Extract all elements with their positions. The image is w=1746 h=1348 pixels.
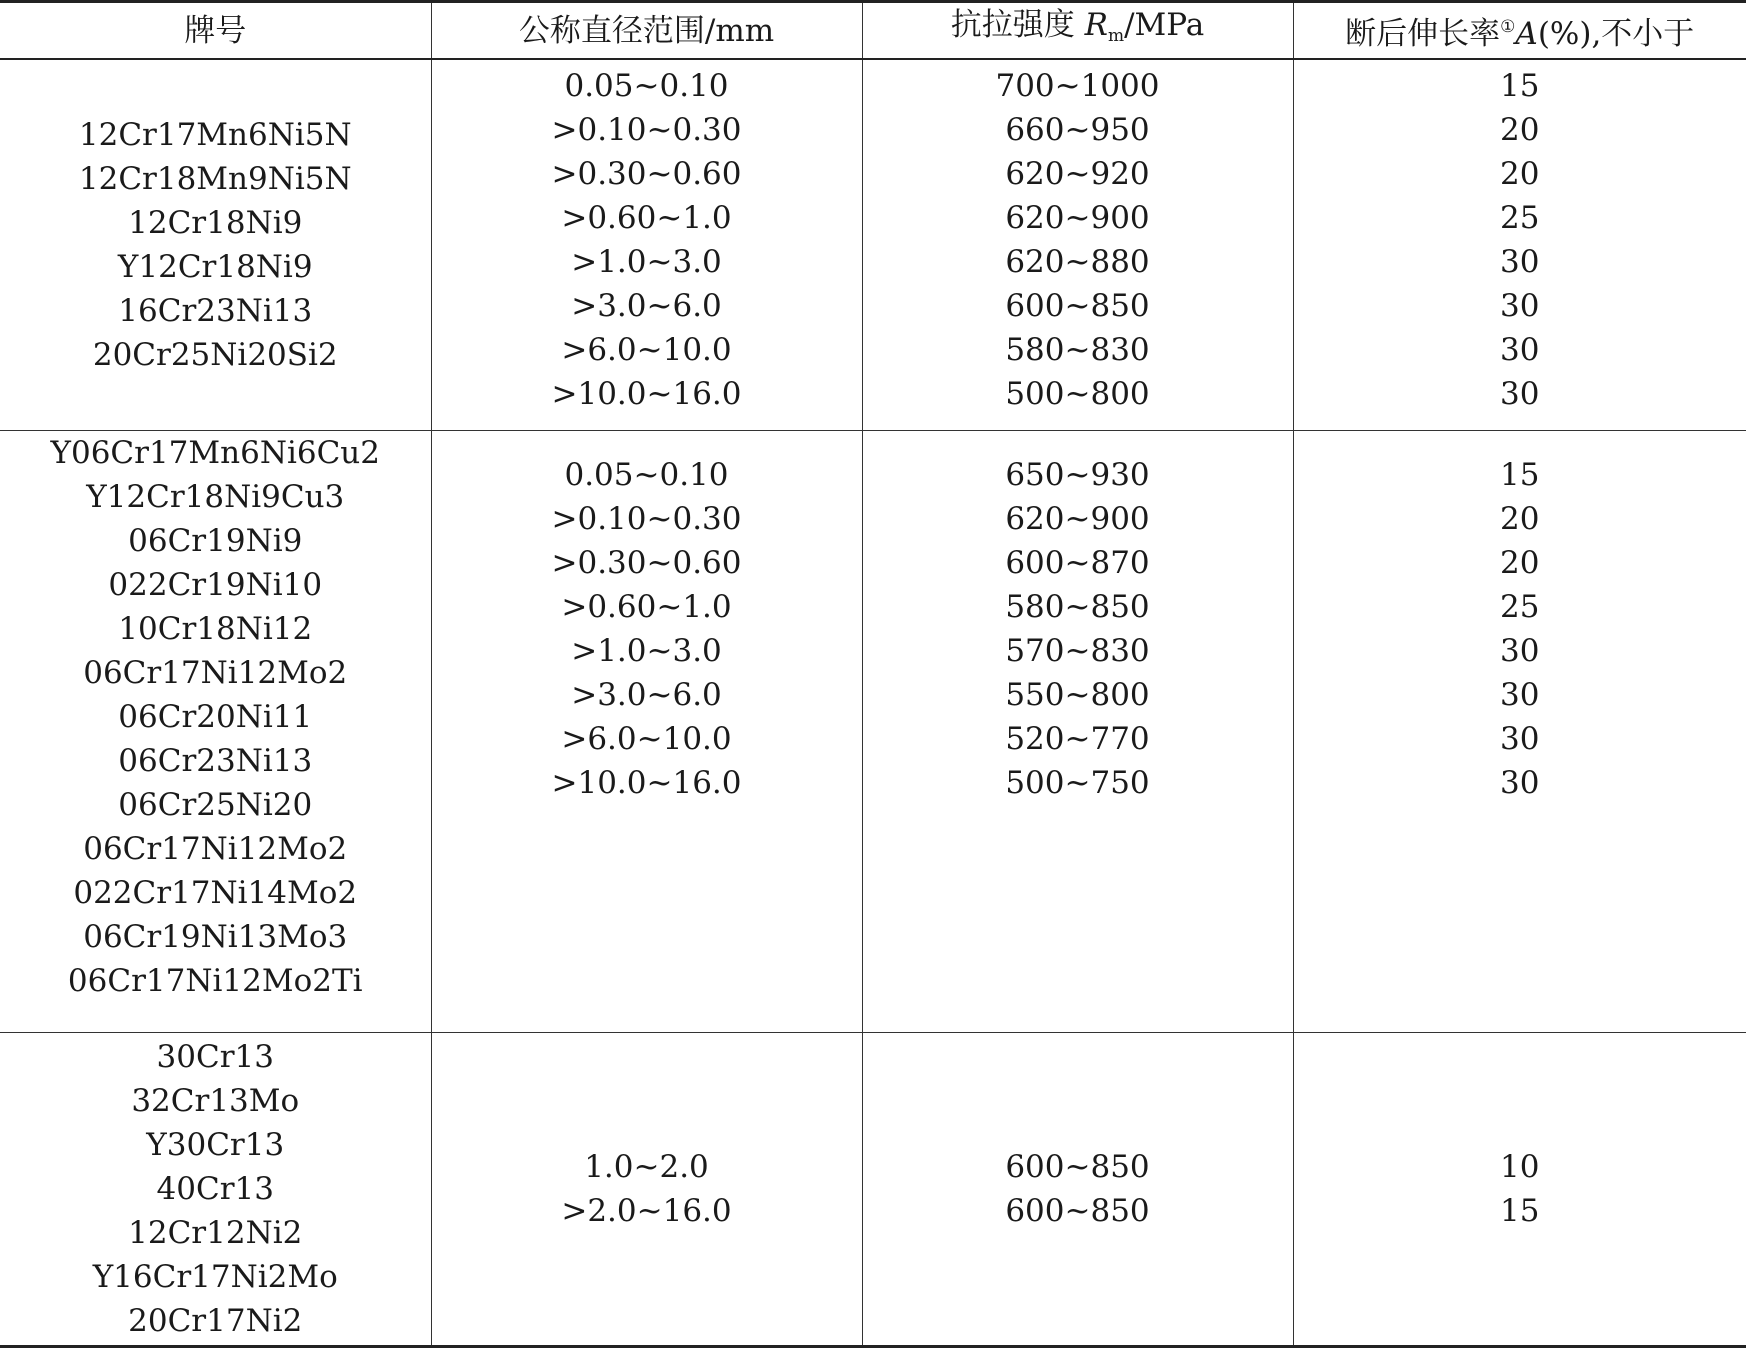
diameter-value: >3.0~6.0: [432, 673, 862, 717]
diameter-value: >0.30~0.60: [432, 541, 862, 585]
grade-value: 06Cr17Ni12Mo2: [0, 827, 431, 871]
grade-value: Y16Cr17Ni2Mo: [0, 1255, 431, 1299]
header-elongation-footnote: ①: [1500, 17, 1515, 37]
diameter-value: 1.0~2.0: [432, 1145, 862, 1189]
grade-value: 40Cr13: [0, 1167, 431, 1211]
elongation-value: 30: [1294, 629, 1746, 673]
elongation-value: 20: [1294, 152, 1746, 196]
elongation-value: 30: [1294, 717, 1746, 761]
grade-value: 12Cr17Mn6Ni5N: [0, 113, 431, 157]
tensile-value: 520~770: [863, 717, 1293, 761]
grade-cell: [0, 431, 431, 1033]
grade-value: 20Cr17Ni2: [0, 1299, 431, 1343]
tensile-value: 620~920: [863, 152, 1293, 196]
grade-value: 022Cr19Ni10: [0, 563, 431, 607]
tensile-value: 600~850: [863, 1145, 1293, 1189]
grade-value: 12Cr18Mn9Ni5N: [0, 157, 431, 201]
grade-value: 06Cr25Ni20: [0, 783, 431, 827]
header-elongation-unit: (%),不小于: [1538, 16, 1695, 52]
grade-cell: [0, 1033, 431, 1347]
grade-value: 06Cr17Ni12Mo2Ti: [0, 959, 431, 1003]
diameter-value: >2.0~16.0: [432, 1189, 862, 1233]
elongation-cell: [1293, 1033, 1746, 1347]
diameter-value: 0.05~0.10: [432, 453, 862, 497]
grade-value: 06Cr17Ni12Mo2: [0, 651, 431, 695]
elongation-value: 30: [1294, 673, 1746, 717]
header-tensile-text: 抗拉强度: [951, 7, 1085, 43]
tensile-value: 660~950: [863, 108, 1293, 152]
grade-value: Y30Cr13: [0, 1123, 431, 1167]
table-row: [0, 431, 1746, 1033]
diameter-value: >6.0~10.0: [432, 717, 862, 761]
elongation-value: 25: [1294, 196, 1746, 240]
header-tensile-symbol: R: [1085, 7, 1108, 43]
tensile-value: 500~750: [863, 761, 1293, 805]
elongation-value: 30: [1294, 761, 1746, 805]
tensile-value: 570~830: [863, 629, 1293, 673]
diameter-value: >0.10~0.30: [432, 108, 862, 152]
grade-value: 06Cr20Ni11: [0, 695, 431, 739]
header-row: [0, 2, 1746, 60]
elongation-value: 30: [1294, 372, 1746, 416]
header-grade: 牌号: [0, 2, 431, 60]
diameter-value: >3.0~6.0: [432, 284, 862, 328]
diameter-value: >10.0~16.0: [432, 372, 862, 416]
grade-value: 06Cr23Ni13: [0, 739, 431, 783]
elongation-value: 30: [1294, 284, 1746, 328]
header-elongation-text: 断后伸长率: [1345, 16, 1500, 52]
elongation-value: 10: [1294, 1145, 1746, 1189]
tensile-value: 550~800: [863, 673, 1293, 717]
diameter-value: >0.60~1.0: [432, 585, 862, 629]
diameter-value: 0.05~0.10: [432, 64, 862, 108]
grade-value: 32Cr13Mo: [0, 1079, 431, 1123]
table-row: [0, 1033, 1746, 1347]
tensile-value: 620~900: [863, 497, 1293, 541]
grade-value: 022Cr17Ni14Mo2: [0, 871, 431, 915]
tensile-value: 700~1000: [863, 64, 1293, 108]
elongation-value: 25: [1294, 585, 1746, 629]
header-elongation: [1293, 2, 1746, 60]
grade-value: Y12Cr18Ni9: [0, 245, 431, 289]
elongation-value: 20: [1294, 108, 1746, 152]
grade-cell: [0, 59, 431, 431]
header-tensile: [862, 2, 1293, 60]
elongation-value: 20: [1294, 497, 1746, 541]
diameter-cell: [431, 59, 862, 431]
tensile-value: 600~870: [863, 541, 1293, 585]
tensile-cell: [862, 59, 1293, 431]
grade-value: 30Cr13: [0, 1035, 431, 1079]
tensile-value: 650~930: [863, 453, 1293, 497]
table-row: [0, 59, 1746, 431]
grade-value: 10Cr18Ni12: [0, 607, 431, 651]
header-tensile-subscript: m: [1108, 26, 1124, 46]
grade-value: 06Cr19Ni13Mo3: [0, 915, 431, 959]
elongation-value: 30: [1294, 328, 1746, 372]
elongation-value: 15: [1294, 64, 1746, 108]
table-body: [0, 59, 1746, 1347]
diameter-value: >1.0~3.0: [432, 629, 862, 673]
grade-value: 16Cr23Ni13: [0, 289, 431, 333]
tensile-value: 600~850: [863, 1189, 1293, 1233]
diameter-value: >10.0~16.0: [432, 761, 862, 805]
diameter-cell: [431, 1033, 862, 1347]
tensile-value: 580~850: [863, 585, 1293, 629]
diameter-value: >1.0~3.0: [432, 240, 862, 284]
grade-value: 20Cr25Ni20Si2: [0, 333, 431, 377]
header-tensile-unit: /MPa: [1124, 7, 1204, 43]
diameter-cell: [431, 431, 862, 1033]
diameter-value: >0.60~1.0: [432, 196, 862, 240]
elongation-cell: [1293, 431, 1746, 1033]
elongation-value: 20: [1294, 541, 1746, 585]
table-header: [0, 2, 1746, 60]
tensile-value: 600~850: [863, 284, 1293, 328]
diameter-value: >6.0~10.0: [432, 328, 862, 372]
header-diameter: 公称直径范围/mm: [431, 2, 862, 60]
grade-value: 12Cr12Ni2: [0, 1211, 431, 1255]
grade-value: 06Cr19Ni9: [0, 519, 431, 563]
tensile-value: 580~830: [863, 328, 1293, 372]
tensile-value: 620~900: [863, 196, 1293, 240]
elongation-value: 15: [1294, 453, 1746, 497]
grade-value: Y12Cr18Ni9Cu3: [0, 475, 431, 519]
tensile-value: 620~880: [863, 240, 1293, 284]
tensile-cell: [862, 431, 1293, 1033]
diameter-value: >0.30~0.60: [432, 152, 862, 196]
header-elongation-symbol: A: [1515, 16, 1537, 52]
elongation-value: 15: [1294, 1189, 1746, 1233]
tensile-cell: [862, 1033, 1293, 1347]
diameter-value: >0.10~0.30: [432, 497, 862, 541]
grade-value: 12Cr18Ni9: [0, 201, 431, 245]
grade-value: Y06Cr17Mn6Ni6Cu2: [0, 431, 431, 475]
elongation-cell: [1293, 59, 1746, 431]
tensile-value: 500~800: [863, 372, 1293, 416]
elongation-value: 30: [1294, 240, 1746, 284]
